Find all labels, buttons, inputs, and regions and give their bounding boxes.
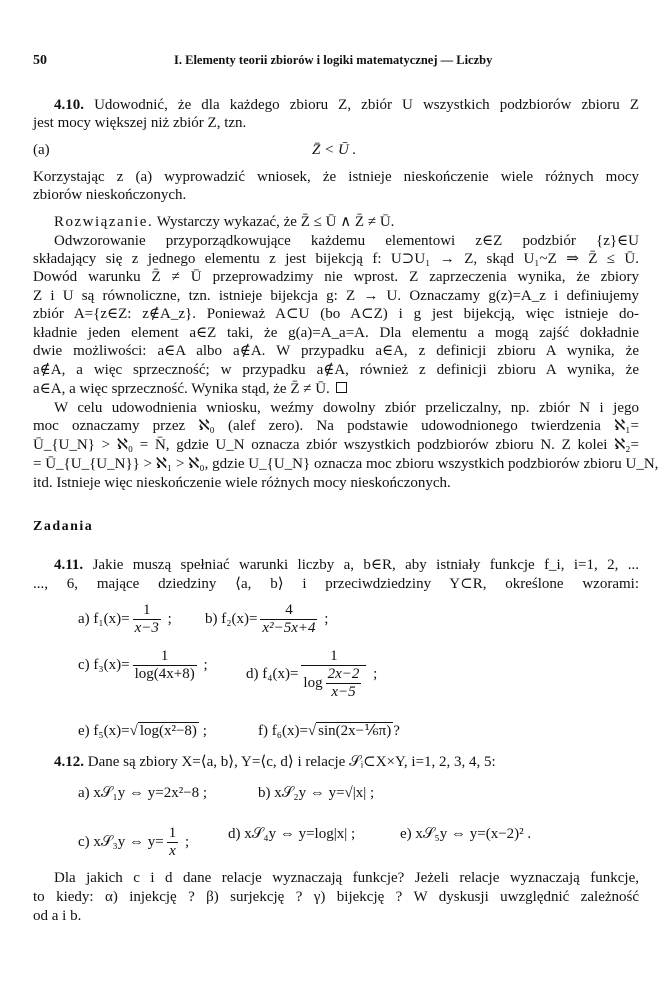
problem-4-11-line-2: ..., 6, mające dziedziny ⟨a, b⟩ i przeciwdziedziny Y⊂R, określone wzorami: <box>33 576 639 592</box>
problem-4-10-line-2: jest mocy większej niż zbiór Z, tzn. <box>33 115 247 131</box>
problem-4-10-line-3: Korzystając z (a) wyprowadzić wniosek, że istnieje nieskończenie wiele różnych mocy <box>33 169 639 185</box>
problem-4-12-line-4: od a i b. <box>33 908 82 924</box>
solution-line-5: Z i U są równoliczne, tzn. istnieje bijekcja g: Z → U. Oznaczamy g(z)=A_z i definiujemy <box>33 288 639 304</box>
problem-number: 4.12. <box>54 754 84 770</box>
problem-4-10-line-1: 4.10. Udowodnić, że dla każdego zbioru Z, zbiór U wszystkich podzbiorów zbioru Z <box>54 97 640 113</box>
formula-f1: a) f₁(x)= $\frac{1}{x-3}$ ; <box>78 602 172 636</box>
corollary-line-2: moc oznaczamy przez ℵ₀ (alef zero). Na podstawie udowodnionego twierdzenia ℵ₁= <box>33 418 639 434</box>
solution-heading: Rozwiązanie. <box>54 214 154 230</box>
relation-s3: c) x𝒮₃y ⇔ y= $\frac{1}{x}$ ; <box>78 825 190 859</box>
problem-4-12-line-3: to kiedy: α) injekcję ? β) surjekcję ? γ) bijekcję ? W dyskusji uwzględnić zależność <box>33 889 639 905</box>
problem-4-10-line-4: zbiorów nieskończonych. <box>33 187 187 203</box>
solution-line-1: Rozwiązanie. Wystarczy wykazać, że Z̄ ≤ Ū ∧ Z̄ ≠ Ū. <box>54 214 395 230</box>
inner-fraction: $\frac{2x-2}{x-5}$ <box>327 666 360 700</box>
problem-4-12-line-2: Dla jakich c i d dane relacje wyznaczają funkcje? Jeżeli relacje wyznaczają funkcje, <box>54 870 639 886</box>
solution-line-4: Dowód warunku Z̄ ≠ Ū przeprowadzimy nie wprost. Z zaprzeczenia wynika, że zbiory <box>33 269 639 285</box>
problem-number: 4.11. <box>54 557 84 573</box>
relation-s1: a) x𝒮₁y ⇔ y=2x²−8 ; <box>78 785 208 801</box>
fraction: 1 log $\frac{2x-2}{x-5}$ <box>301 648 366 701</box>
qed-square-icon <box>336 382 347 393</box>
fraction: $\frac{1}{x}$ <box>168 825 177 859</box>
solution-line-10: a∈A, a więc sprzeczność. Wynika stąd, że Z̄ ≠ Ū. <box>33 380 639 398</box>
formula-f4: d) f₄(x)= 1 log $\frac{2x-2}{x-5}$ ; <box>246 648 378 700</box>
solution-line-6: zbiór A={z∈Z: z∉A_z}. Ponieważ A⊂U (bo A⊂Z) i g jest bijekcją, więc istnieje do- <box>33 306 639 322</box>
fraction: $\frac{1}{\log(4x+8)}$ <box>134 648 195 682</box>
formula-f6: f) f₆(x)=√ sin(2x−⅙π) ? <box>258 723 400 739</box>
relation-s4: d) x𝒮₄y ⇔ y=log|x| ; <box>228 826 356 842</box>
corollary-line-3: Ū_{U_N} > ℵ₀ = N̄, gdzie U_N oznacza zbiór wszystkich podzbiorów zbioru N. Z kolei ℵ₂= <box>33 437 639 453</box>
corollary-line-1: W celu udowodnienia wniosku, weźmy dowolny zbiór przeliczalny, np. zbiór N i jego <box>54 400 639 416</box>
solution-line-9: a∉A, a więc sprzeczność; w przypadku a∉A, również z definicji zbioru A wynika, że <box>33 362 639 378</box>
formula-label: (a) <box>33 142 50 158</box>
problem-4-12-line-1: 4.12. Dane są zbiory X=⟨a, b⟩, Y=⟨c, d⟩ i relacje 𝒮ᵢ⊂X×Y, i=1, 2, 3, 4, 5: <box>54 754 496 770</box>
solution-line-3: składający się z jednego elementu z jest bijekcją f: U⊃U₁ → Z, skąd U₁~Z ⇒ Z̄ ≤ Ū. <box>33 251 639 267</box>
section-title-zadania: Zadania <box>33 519 94 534</box>
formula-f3: c) f₃(x)= $\frac{1}{\log(4x+8)}$ ; <box>78 648 208 682</box>
fraction: $\frac{1}{x-3}$ <box>134 602 159 636</box>
problem-4-11-line-1: 4.11. Jakie muszą spełniać warunki liczby a, b∈R, aby istniały funkcje f_i, i=1, 2, ... <box>54 557 640 573</box>
relation-s2: b) x𝒮₂y ⇔ y=√|x| ; <box>258 785 375 801</box>
corollary-line-5: itd. Istnieje więc nieskończenie wiele różnych mocy nieskończonych. <box>33 475 451 491</box>
solution-line-2: Odwzorowanie przyporządkowujące każdemu elementowi z∈Z podzbiór {z}∈U <box>54 233 639 249</box>
formula-a: Z̄ < Ū . <box>312 142 357 158</box>
running-title: I. Elementy teorii zbiorów i logiki matematycznej — Liczby <box>174 53 493 67</box>
corollary-line-4: = Ū_{U_{U_N}} > ℵ₁ > ℵ₀, gdzie U_{U_N} oznacza moc zbioru wszystkich podzbiorów zbioru U_N, <box>33 456 659 472</box>
relation-s5: e) x𝒮₅y ⇔ y=(x−2)² . <box>400 826 532 842</box>
formula-f2: b) f₂(x)= $\frac{4}{\text{x²−5x+4}}$ ; <box>205 602 329 636</box>
solution-line-7: kładnie jeden element a∈Z taki, że g(a)=A_a=A. Dla elementu a mogą zajść dokładnie <box>33 325 639 341</box>
page-number: 50 <box>33 53 47 68</box>
formula-f5: e) f₅(x)=√ log(x²−8) ; <box>78 723 207 739</box>
problem-number: 4.10. <box>54 97 84 113</box>
solution-line-8: dwie możliwości: a∈A albo a∉A. W przypadku a∈A, z definicji zbioru A wynika, że <box>33 343 639 359</box>
fraction: $\frac{4}{\text{x²−5x+4}}$ <box>262 602 316 636</box>
